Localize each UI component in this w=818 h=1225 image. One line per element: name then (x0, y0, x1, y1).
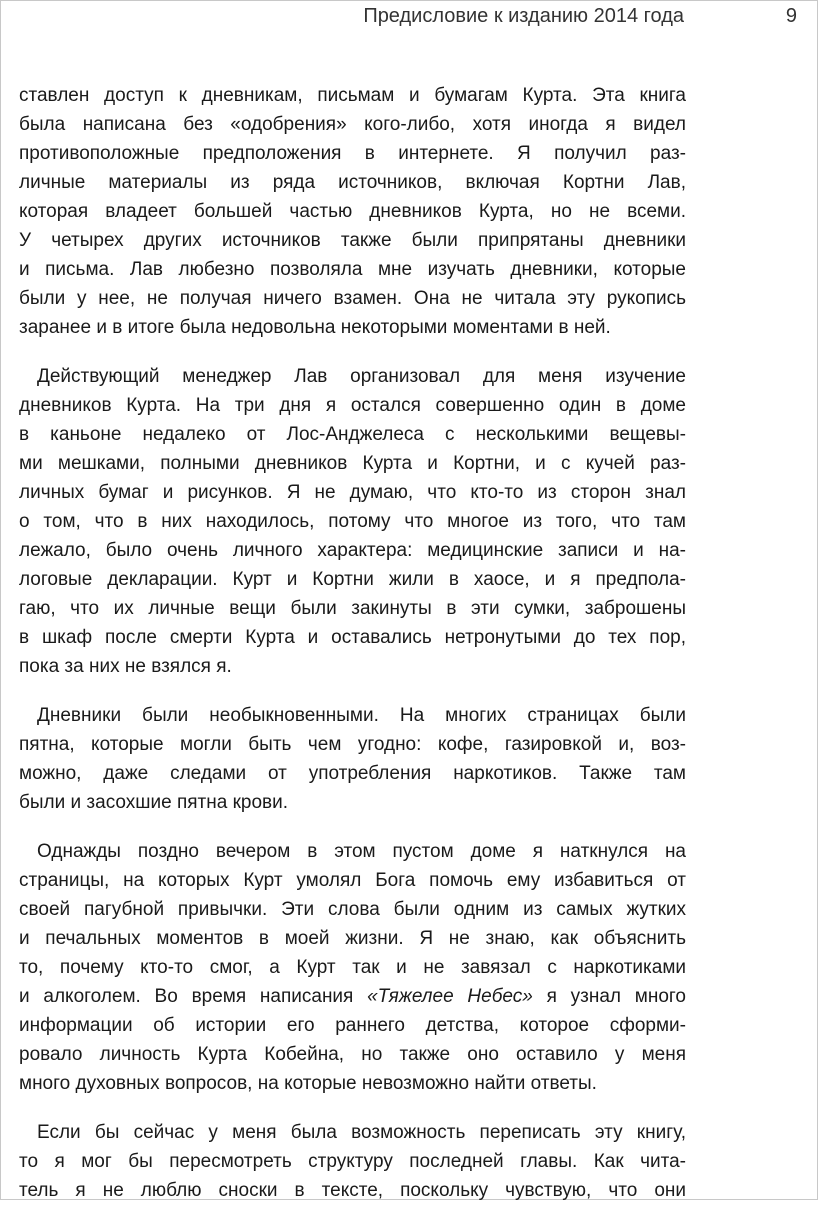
text-line: пятна, которые могли быть чем угодно: кофе, газировкой и, воз- (19, 734, 686, 755)
paragraph (19, 1118, 686, 1205)
text-line: в каньоне недалеко от Лос-Анджелеса с несколькими вещевы- (19, 424, 686, 445)
text-line: логовые декларации. Курт и Кортни жили в хаосе, и я предпола- (19, 569, 686, 590)
paragraph (19, 701, 686, 817)
text-line: заранее и в итоге была недовольна некоторыми моментами в ней. (19, 317, 611, 338)
text-line: и письма. Лав любезно позволяла мне изучать дневники, которые (19, 259, 686, 280)
text-line: У четырех других источников также были припрятаны дневники (19, 230, 686, 251)
text-line: информации об истории его раннего детства, которое сформи- (19, 1015, 686, 1036)
text-line: тель я не люблю сноски в тексте, поскольку чувствую, что они (19, 1180, 686, 1201)
text-line: пока за них не взялся я. (19, 656, 232, 677)
text-line: много духовных вопросов, на которые невозможно найти ответы. (19, 1073, 597, 1094)
text-line: лежало, было очень личного характера: медицинские записи и на- (19, 540, 686, 561)
text-line: личных бумаг и рисунков. Я не думаю, что кто-то из сторон знал (19, 482, 686, 503)
text-line: были и засохшие пятна крови. (19, 792, 289, 813)
text-line: о том, что в них находилось, потому что многое из того, что там (19, 511, 686, 532)
text-line: и алкоголем. Во время написания «Тяжелее Небес» я узнал много (19, 986, 686, 1007)
text-line: была написана без «одобрения» кого-либо, хотя иногда я видел (19, 114, 686, 135)
paragraph (19, 837, 686, 1098)
text-line: ставлен доступ к дневникам, письмам и бумагам Курта. Эта книга (19, 85, 686, 106)
text-line: противоположные предположения в интернете. Я получил раз- (19, 143, 686, 164)
text-line: своей пагубной привычки. Эти слова были одним из самых жутких (19, 899, 686, 920)
text-line: Если бы сейчас у меня была возможность переписать эту книгу, (37, 1122, 686, 1143)
text-line: то, почему кто-то смог, а Курт так и не завязал с наркотиками (19, 957, 686, 978)
body-text (19, 81, 686, 1225)
text-line: то я мог бы пересмотреть структуру последней главы. Как чита- (19, 1151, 686, 1172)
text-line: ровало личность Курта Кобейна, но также оно оставило у меня (19, 1044, 686, 1065)
running-title: Предисловие к изданию 2014 года (363, 5, 684, 27)
text-line: ми мешками, полными дневников Курта и Кортни, и с кучей раз- (19, 453, 686, 474)
text-line: в шкаф после смерти Курта и оставались нетронутыми до тех пор, (19, 627, 686, 648)
text-line: были у нее, не получая ничего взамен. Она не читала эту рукопись (19, 288, 686, 309)
text-line: и печальных моментов в моей жизни. Я не знаю, как объяснить (19, 928, 686, 949)
text-line: Дневники были необыкновенными. На многих страницах были (37, 705, 686, 726)
book-title: «Тяжелее Небес» (367, 986, 533, 1007)
text-line: страницы, на которых Курт умолял Бога помочь ему избавиться от (19, 870, 686, 891)
text-line: гаю, что их личные вещи были закинуты в эти сумки, заброшены (19, 598, 686, 619)
text-line: дневников Курта. На три дня я остался совершенно один в доме (19, 395, 686, 416)
text-line: Однажды поздно вечером в этом пустом доме я наткнулся на (37, 841, 686, 862)
paragraph (19, 362, 686, 681)
text-line: личные материалы из ряда источников, включая Кортни Лав, (19, 172, 686, 193)
text-line: Действующий менеджер Лав организовал для меня изучение (37, 366, 686, 387)
page-number: 9 (785, 5, 797, 27)
text-line: можно, даже следами от употребления наркотиков. Также там (19, 763, 686, 784)
text-line: которая владеет большей частью дневников Курта, но не всеми. (19, 201, 686, 222)
paragraph (19, 81, 686, 342)
